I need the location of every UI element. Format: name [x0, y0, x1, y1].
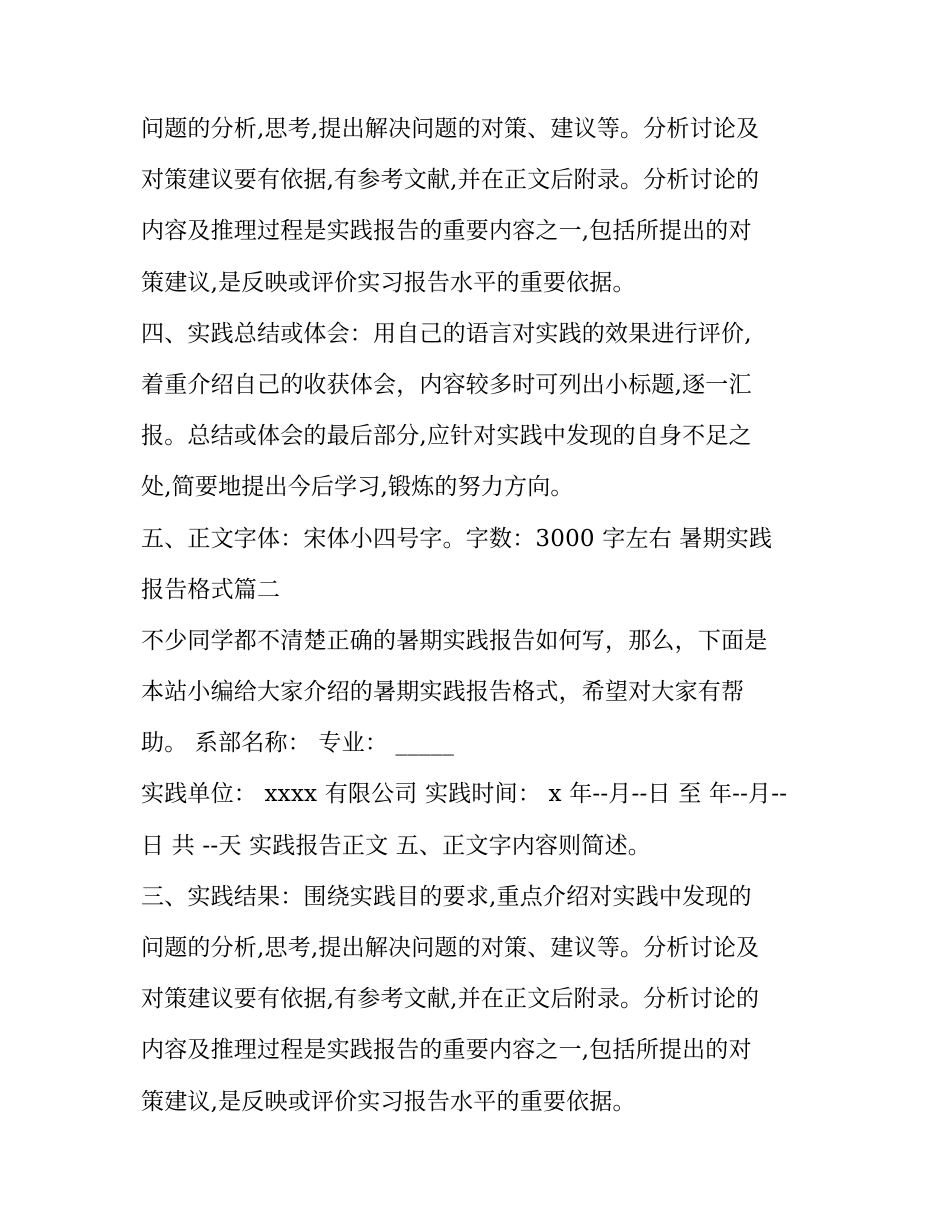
- text-line: 本站小编给大家介绍的暑期实践报告格式，希望对大家有帮: [141, 679, 745, 706]
- text-line: 着重介绍自己的收获体会，内容较多时可列出小标题,逐一汇: [141, 371, 752, 398]
- text-line: 五、正文字体：宋体小四号字。字数：3000 字左右 暑期实践: [141, 525, 773, 552]
- text-line: 策建议,是反映或评价实习报告水平的重要依据。: [141, 269, 636, 296]
- document-body: [141, 104, 821, 1128]
- text-line: 内容及推理过程是实践报告的重要内容之一,包括所提出的对: [141, 218, 752, 245]
- text-line: 不少同学都不清楚正确的暑期实践报告如何写，那么，下面是: [141, 627, 768, 654]
- text-line: 日 共 --天 实践报告正文 五、正文字内容则简述。: [141, 832, 651, 859]
- text-line: 对策建议要有依据,有参考文献,并在正文后附录。分析讨论的: [141, 986, 760, 1013]
- text-line: 问题的分析,思考,提出解决问题的对策、建议等。分析讨论及: [141, 935, 760, 961]
- text-line: 对策建议要有依据,有参考文献,并在正文后附录。分析讨论的: [141, 167, 760, 194]
- text-line: 问题的分析,思考,提出解决问题的对策、建议等。分析讨论及: [141, 116, 760, 142]
- text-line: 三、实践结果：围绕实践目的要求,重点介绍对实践中发现的: [141, 883, 752, 910]
- text-line: 内容及推理过程是实践报告的重要内容之一,包括所提出的对: [141, 1037, 752, 1064]
- text-line: 处,简要地提出今后学习,锻炼的努力方向。: [141, 474, 574, 501]
- text-line: 报告格式篇二: [141, 576, 281, 603]
- text-line: 策建议,是反映或评价实习报告水平的重要依据。: [141, 1088, 636, 1115]
- text-line: 四、实践总结或体会：用自己的语言对实践的效果进行评价,: [141, 320, 752, 347]
- text-line: 报。总结或体会的最后部分,应针对实践中发现的自身不足之: [141, 423, 752, 450]
- text-line: 助。 系部名称： 专业： _____: [141, 730, 455, 757]
- text-line: 实践单位： xxxx 有限公司 实践时间： x 年--月--日 至 年--月--: [141, 781, 788, 808]
